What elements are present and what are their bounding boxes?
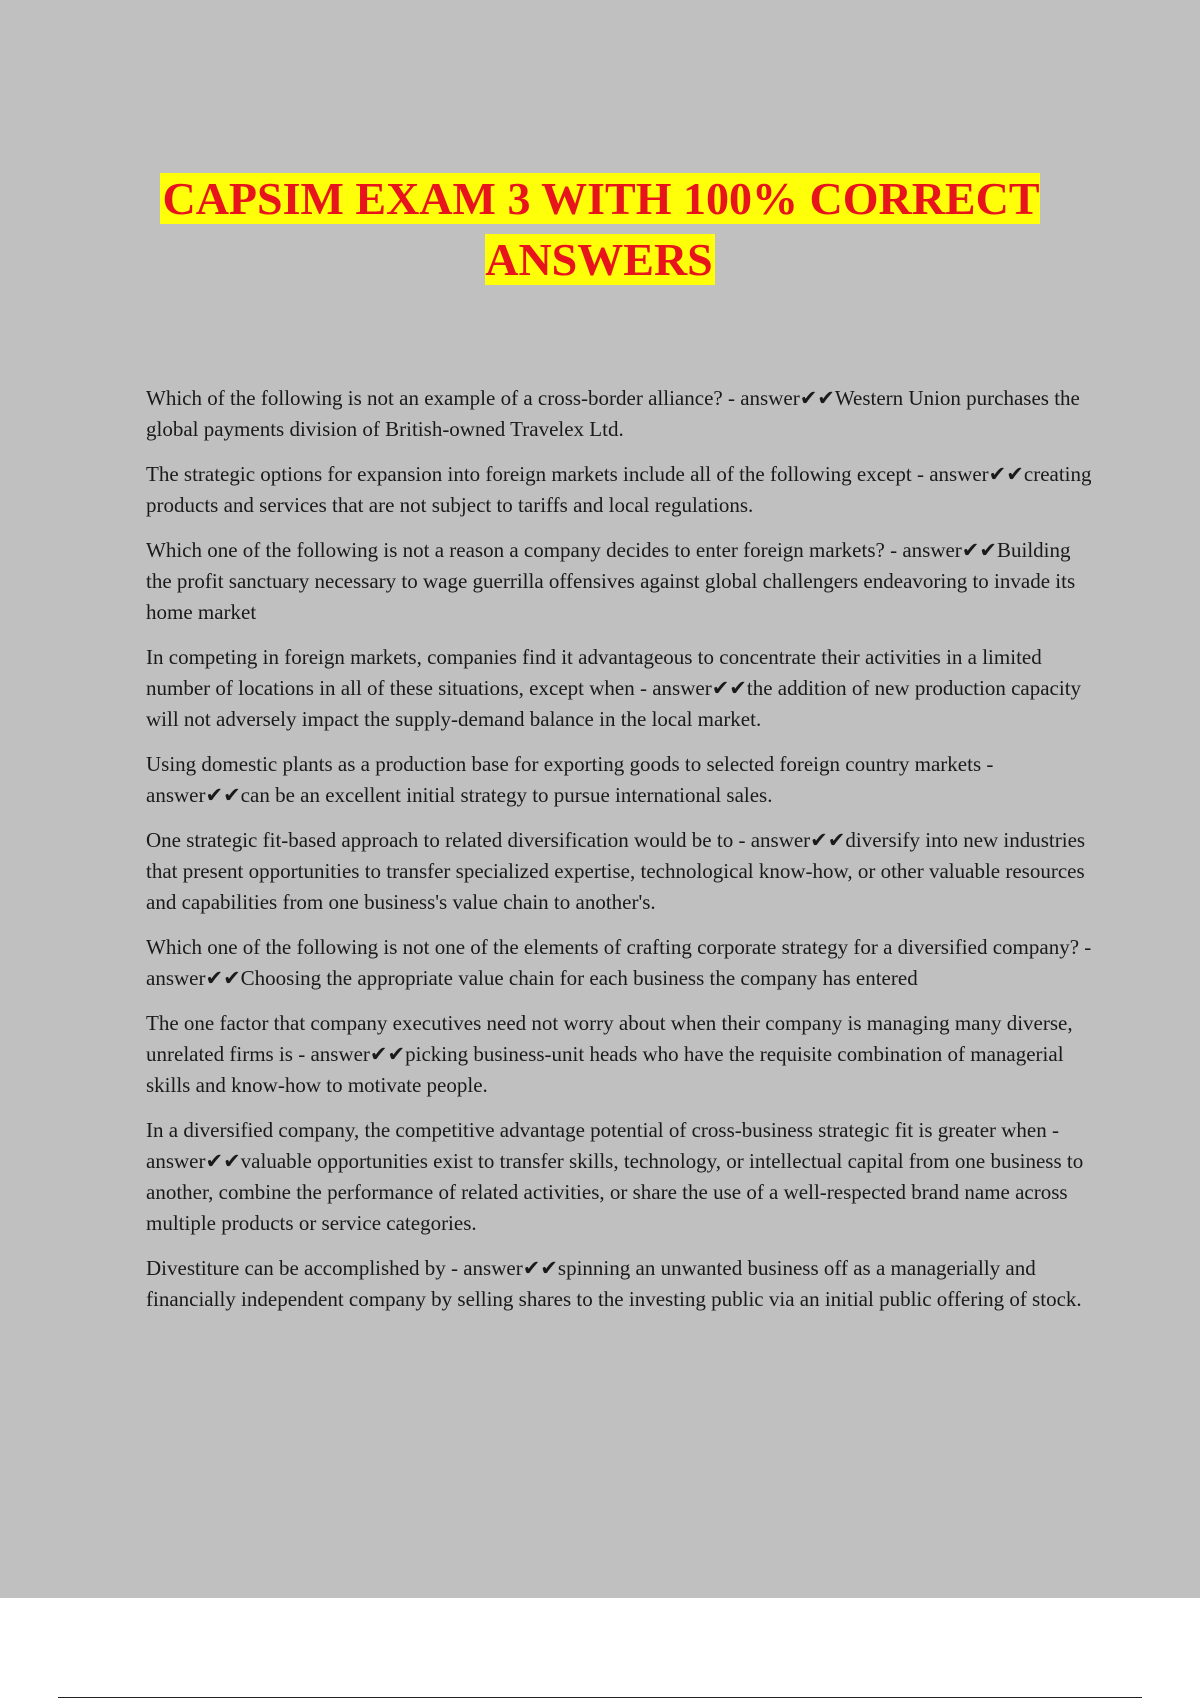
question-text: The one factor that company executives need not worry about when their company is managing many diverse, unrelated firms is -: [146, 1011, 1073, 1066]
answer-text: creating products and services that are not subject to tariffs and local regulations.: [146, 462, 1092, 517]
qa-item: [146, 1253, 1094, 1315]
question-text: Which one of the following is not a reason a company decides to enter foreign markets? -: [146, 538, 903, 562]
qa-item: [146, 749, 1094, 811]
answer-marker: answer✔✔: [740, 386, 835, 410]
qa-item: [146, 825, 1094, 918]
answer-marker: answer✔✔: [146, 966, 241, 990]
answer-marker: answer✔✔: [902, 538, 997, 562]
qa-item: [146, 459, 1094, 521]
qa-item: [146, 535, 1094, 628]
qa-item: [146, 642, 1094, 735]
answer-text: can be an excellent initial strategy to pursue international sales.: [240, 783, 773, 807]
question-text: The strategic options for expansion into foreign markets include all of the following except -: [146, 462, 930, 486]
qa-list: [146, 383, 1094, 1329]
page-title: [100, 168, 1100, 290]
answer-text: picking business-unit heads who have the requisite combination of managerial skills and know-how to motivate people.: [146, 1042, 1064, 1097]
title-highlight: CAPSIM EXAM 3 WITH 100% CORRECT ANSWERS: [162, 173, 1040, 285]
answer-text: Choosing the appropriate value chain for each business the company has entered: [240, 966, 918, 990]
answer-marker: answer✔✔: [146, 1149, 241, 1173]
answer-marker: answer✔✔: [146, 783, 241, 807]
question-text: In competing in foreign markets, companies find it advantageous to concentrate their activities in a limited number of locations in all of these situations, except when -: [146, 645, 1042, 700]
question-text: Divestiture can be accomplished by -: [146, 1256, 464, 1280]
qa-item: [146, 1008, 1094, 1101]
question-text: In a diversified company, the competitive advantage potential of cross-business strategic fit is greater when -: [146, 1118, 1059, 1142]
qa-item: [146, 383, 1094, 445]
question-text: Using domestic plants as a production base for exporting goods to selected foreign country markets -: [146, 752, 994, 776]
question-text: Which of the following is not an example of a cross-border alliance? -: [146, 386, 741, 410]
answer-text: Western Union purchases the global payments division of British-owned Travelex Ltd.: [146, 386, 1080, 441]
answer-text: diversify into new industries that present opportunities to transfer specialized expertise, technological know-how, or other valuable resources and capabilities from one business's value chain to another's.: [146, 828, 1086, 914]
answer-marker: answer✔✔: [310, 1042, 406, 1066]
answer-text: spinning an unwanted business off as a managerially and financially independent company by selling shares to the investing public via an initial public offering of stock.: [146, 1256, 1082, 1311]
qa-item: [146, 1115, 1094, 1239]
answer-marker: answer✔✔: [929, 462, 1024, 486]
question-text: One strategic fit-based approach to related diversification would be to -: [146, 828, 751, 852]
answer-marker: answer✔✔: [652, 676, 747, 700]
answer-marker: answer✔✔: [463, 1256, 558, 1280]
answer-text: valuable opportunities exist to transfer skills, technology, or intellectual capital from one business to another, combine the performance of related activities, or share the use of a well-respected brand name across multiple products or service categories.: [146, 1149, 1084, 1235]
footer-divider: [58, 1697, 1142, 1698]
question-text: Which one of the following is not one of the elements of crafting corporate strategy for a diversified company? -: [146, 935, 1092, 959]
answer-text: the addition of new production capacity will not adversely impact the supply-demand balance in the local market.: [146, 676, 1082, 731]
qa-item: [146, 932, 1094, 994]
answer-marker: answer✔✔: [750, 828, 846, 852]
answer-text: Building the profit sanctuary necessary to wage guerrilla offensives against global challengers endeavoring to invade its home market: [146, 538, 1076, 624]
